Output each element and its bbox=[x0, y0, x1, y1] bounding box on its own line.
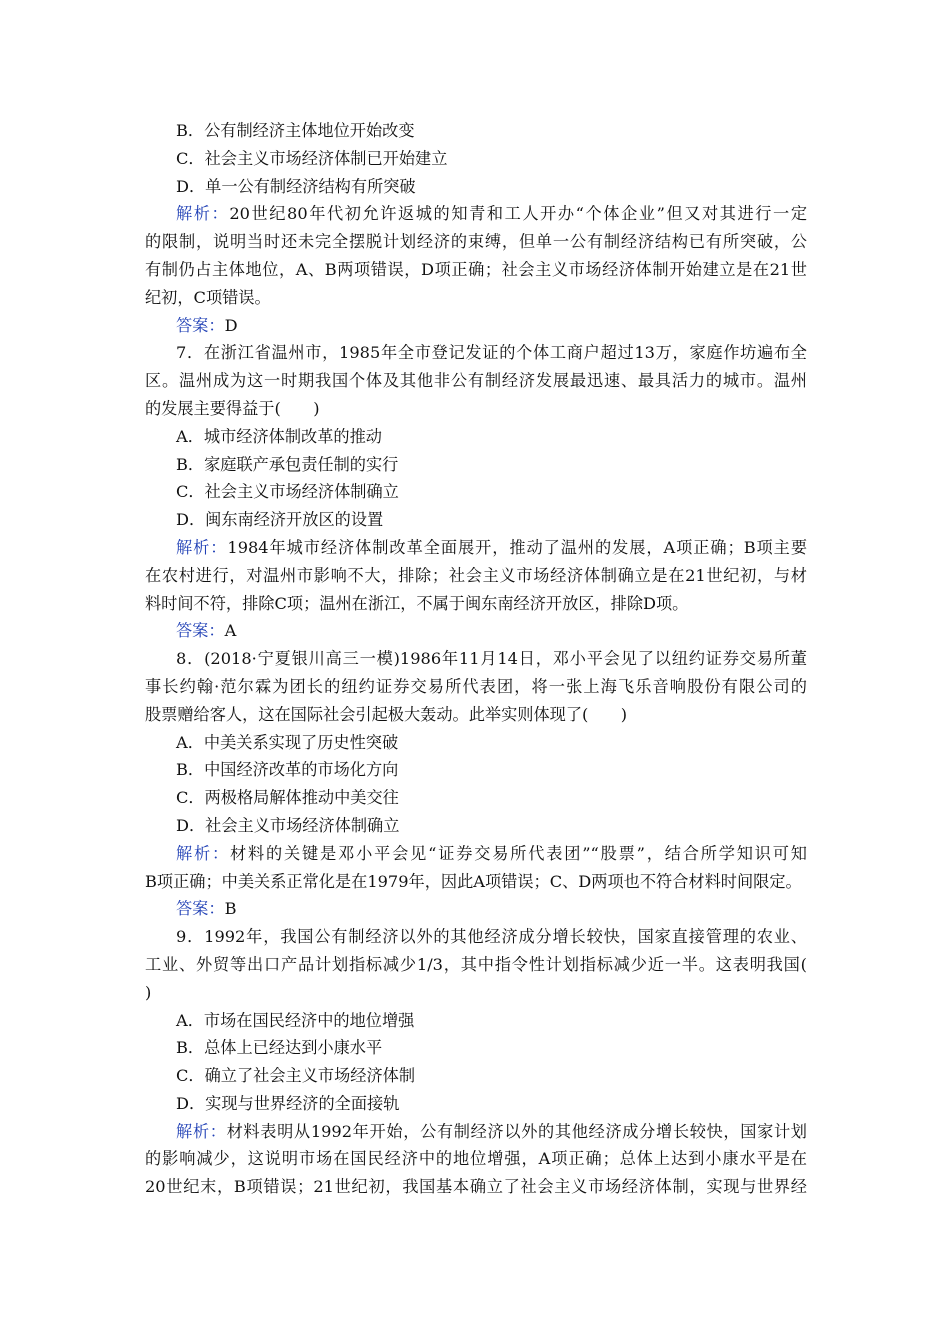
q7-stem-line-3: 的发展主要得益于( ) bbox=[145, 398, 320, 418]
q6-analysis-line-4: 纪初，C项错误。 bbox=[145, 287, 271, 307]
q7-analysis-line-2: 在农村进行，对温州市影响不大，排除；社会主义市场经济体制确立是在21世纪初，与材 bbox=[145, 565, 807, 585]
q8-stem-line-1: 8．(2018·宁夏银川高三一模)1986年11月14日，邓小平会见了以纽约证券交易所董 bbox=[176, 649, 807, 669]
q9-option-c: C．确立了社会主义市场经济体制 bbox=[176, 1066, 416, 1086]
q8-answer-label: 答案： bbox=[176, 899, 225, 919]
document-body bbox=[145, 117, 807, 1201]
q7-option-c: C．社会主义市场经济体制确立 bbox=[176, 482, 399, 502]
q7-answer bbox=[145, 617, 807, 645]
q8-option-c: C．两极格局解体推动中美交往 bbox=[176, 788, 399, 808]
q7-option-b: B．家庭联产承包责任制的实行 bbox=[176, 454, 399, 474]
q9-analysis-line-2: 的影响减少，这说明市场在国民经济中的地位增强，A项正确；总体上达到小康水平是在 bbox=[145, 1149, 807, 1169]
q9-stem-line-2: 工业、外贸等出口产品计划指标减少1/3，其中指令性计划指标减少近一半。这表明我国( bbox=[145, 954, 807, 974]
q8-analysis-label: 解析： bbox=[176, 843, 231, 863]
q7-answer-label: 答案： bbox=[176, 621, 225, 641]
q9-analysis-line-3: 20世纪末，B项错误；21世纪初，我国基本确立了社会主义市场经济体制，实现与世界经 bbox=[145, 1177, 807, 1197]
q8-option-d: D．社会主义市场经济体制确立 bbox=[176, 815, 400, 835]
q7-stem-line-2: 区。温州成为这一时期我国个体及其他非公有制经济发展最迅速、最具活力的城市。温州 bbox=[145, 371, 807, 391]
q9-stem-line-1: 9．1992年，我国公有制经济以外的其他经济成分增长较快，国家直接管理的农业、 bbox=[176, 927, 807, 947]
q7-option-a: A．城市经济体制改革的推动 bbox=[176, 426, 382, 446]
q6-option-b: B．公有制经济主体地位开始改变 bbox=[176, 121, 415, 140]
q8-option-a: A．中美关系实现了历史性突破 bbox=[176, 732, 399, 752]
q6-analysis-line-1 bbox=[145, 200, 807, 228]
q9-analysis-line-1 bbox=[145, 1118, 807, 1146]
q7-answer-value: A bbox=[224, 621, 237, 641]
q7-option-d: D．闽东南经济开放区的设置 bbox=[176, 510, 384, 530]
q6-analysis-line-3: 有制仍占主体地位，A、B两项错误，D项正确；社会主义市场经济体制开始建立是在21世 bbox=[145, 259, 807, 279]
q6-analysis-label: 解析： bbox=[176, 204, 230, 224]
q8-analysis-line-1 bbox=[145, 840, 807, 868]
q7-analysis-line-1 bbox=[145, 534, 807, 562]
q8-option-b: B．中国经济改革的市场化方向 bbox=[176, 760, 399, 780]
q7-stem-line-1: 7．在浙江省温州市，1985年全市登记发证的个体工商户超过13万，家庭作坊遍布全 bbox=[176, 343, 807, 363]
q9-analysis-label: 解析： bbox=[176, 1121, 227, 1141]
q8-stem-line-2: 事长约翰·范尔霖为团长的纽约证券交易所代表团，将一张上海飞乐音响股份有限公司的 bbox=[145, 676, 807, 696]
q6-answer bbox=[145, 312, 807, 340]
q6-answer-label: 答案： bbox=[176, 315, 225, 335]
q6-option-c: C．社会主义市场经济体制已开始建立 bbox=[176, 148, 448, 168]
q6-option-d: D．单一公有制经济结构有所突破 bbox=[176, 176, 416, 196]
q8-analysis-line-2: B项正确；中美关系正常化是在1979年，因此A项错误；C、D两项也不符合材料时间限定。 bbox=[145, 871, 802, 891]
q8-answer-value: B bbox=[224, 899, 237, 919]
q6-analysis-line-2: 的限制，说明当时还未完全摆脱计划经济的束缚，但单一公有制经济结构已有所突破，公 bbox=[145, 232, 807, 252]
q6-analysis-text-1: 20世纪80年代初允许返城的知青和工人开办“个体企业”但又对其进行一定 bbox=[229, 204, 807, 224]
q9-stem-line-3: ) bbox=[145, 982, 152, 1002]
q8-stem-line-3: 股票赠给客人，这在国际社会引起极大轰动。此举实则体现了( ) bbox=[145, 704, 628, 724]
q9-option-b: B．总体上已经达到小康水平 bbox=[176, 1038, 383, 1058]
q7-analysis-label: 解析： bbox=[176, 537, 228, 557]
q6-answer-value: D bbox=[224, 315, 238, 335]
q7-analysis-text-1: 1984年城市经济体制改革全面展开，推动了温州的发展，A项正确；B项主要 bbox=[227, 537, 807, 557]
q9-option-d: D．实现与世界经济的全面接轨 bbox=[176, 1093, 400, 1113]
q8-answer bbox=[145, 895, 807, 923]
q7-analysis-line-3: 料时间不符，排除C项；温州在浙江，不属于闽东南经济开放区，排除D项。 bbox=[145, 593, 689, 613]
q8-analysis-text-1: 材料的关键是邓小平会见“证券交易所代表团”“股票”，结合所学知识可知 bbox=[230, 843, 807, 863]
q9-analysis-text-1: 材料表明从1992年开始，公有制经济以外的其他经济成分增长较快，国家计划 bbox=[226, 1121, 807, 1141]
q9-option-a: A．市场在国民经济中的地位增强 bbox=[176, 1010, 415, 1030]
